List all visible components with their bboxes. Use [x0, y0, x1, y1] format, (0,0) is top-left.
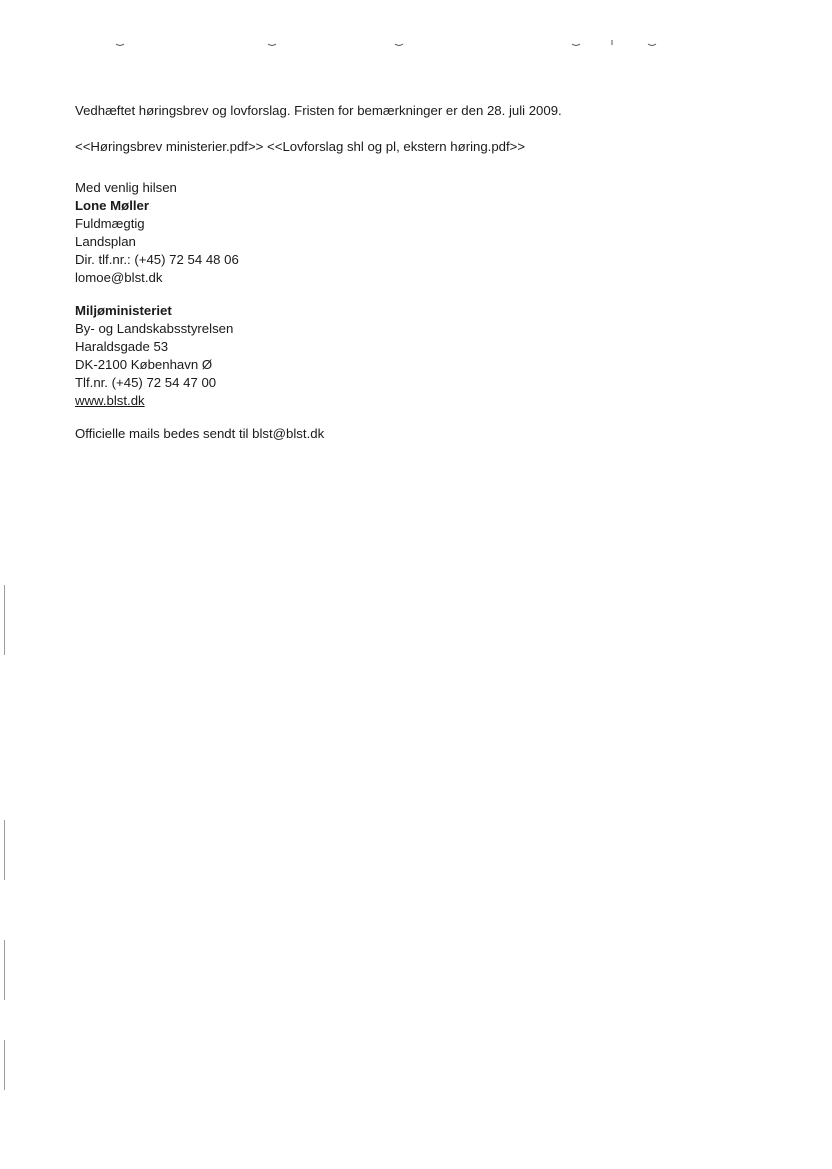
city-address: DK-2100 København Ø — [75, 357, 213, 372]
scan-artifact-left-1 — [4, 585, 5, 655]
sender-direct-phone: Dir. tlf.nr.: (+45) 72 54 48 06 — [75, 252, 239, 267]
ministry-name: Miljøministeriet — [75, 303, 172, 318]
attachments-text: <<Høringsbrev ministerier.pdf>> <<Lovforslag shl og pl, ekstern høring.pdf>> — [75, 139, 526, 154]
scan-artifact-left-4 — [4, 1040, 5, 1090]
website-link[interactable]: www.blst.dk — [75, 393, 145, 408]
org-phone: Tlf.nr. (+45) 72 54 47 00 — [75, 375, 217, 390]
sender-department: Landsplan — [75, 234, 136, 249]
scan-artifact-left-2 — [4, 820, 5, 880]
footer-note: Officielle mails bedes sendt til blst@blst.dk — [75, 426, 325, 441]
street-address: Haraldsgade 53 — [75, 339, 169, 354]
sender-email[interactable]: lomoe@blst.dk — [75, 270, 163, 285]
greeting: Med venlig hilsen — [75, 180, 177, 195]
sender-title: Fuldmægtig — [75, 216, 145, 231]
email-body — [75, 102, 775, 443]
organization-block — [75, 302, 775, 410]
agency-name: By- og Landskabsstyrelsen — [75, 321, 234, 336]
signature-block — [75, 179, 775, 287]
intro-text: Vedhæftet høringsbrev og lovforslag. Fristen for bemærkninger er den 28. juli 2009. — [75, 103, 562, 118]
sender-name: Lone Møller — [75, 198, 149, 213]
scan-artifact-left-3 — [4, 940, 5, 1000]
scan-artifact-top — [60, 30, 680, 48]
